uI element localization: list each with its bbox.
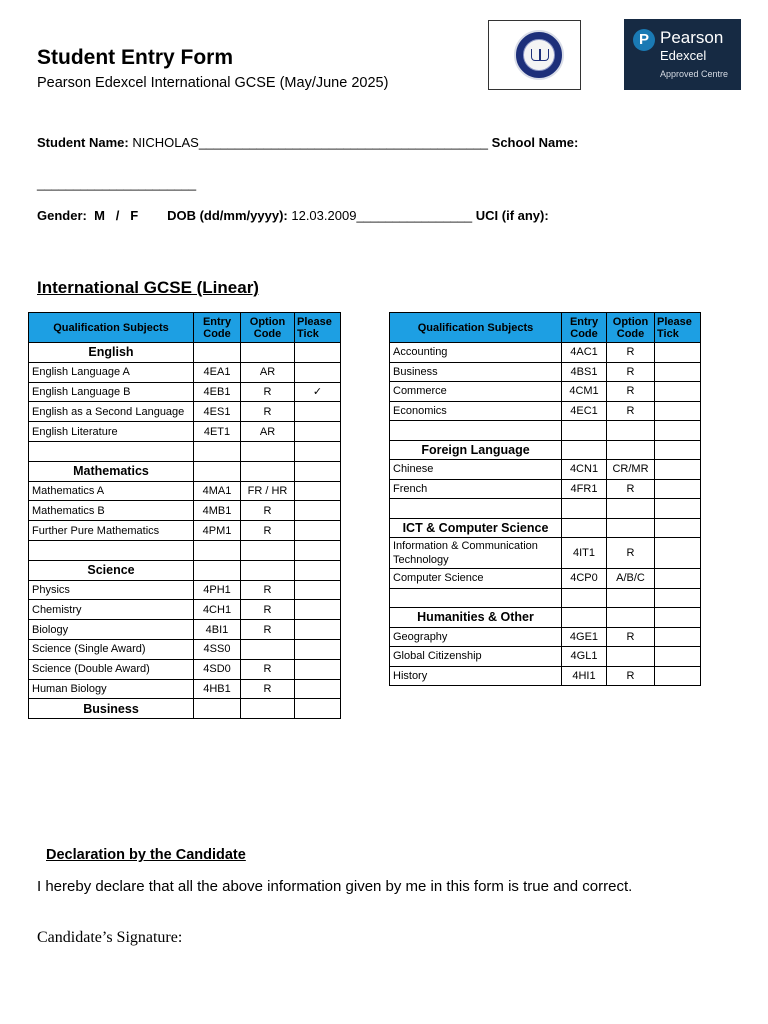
tick-cell[interactable] [655,401,701,421]
group-label: Mathematics [29,461,194,481]
group-row [390,440,701,460]
option-code: R [607,343,655,363]
dob-line: ________________ [356,208,473,223]
tick-cell[interactable] [295,679,341,699]
header-subject: Qualification Subjects [29,313,194,343]
entry-code: 4EB1 [194,382,241,402]
entry-code: 4EC1 [562,401,607,421]
blank-row [390,421,701,441]
tick-cell[interactable] [295,422,341,442]
dob-value: 12.03.2009 [291,208,357,223]
table-header-row [390,313,701,343]
subject-row [29,501,341,521]
empty-cell [562,421,607,441]
pearson-logo [624,19,741,90]
tick-cell[interactable] [655,460,701,480]
option-code: R [241,521,295,541]
subject-row [29,362,341,382]
subject-row [390,647,701,667]
subject-name: Economics [390,401,562,421]
empty-cell [655,588,701,608]
empty-cell [241,699,295,719]
entry-code: 4CM1 [562,382,607,402]
header-option-code: Option Code [607,313,655,343]
tick-cell[interactable] [295,402,341,422]
tick-cell[interactable] [295,362,341,382]
option-code: R [241,382,295,402]
subject-row [390,627,701,647]
subject-row [390,460,701,480]
subject-row [390,538,701,569]
entry-code: 4IT1 [562,538,607,569]
blank-row [29,540,341,560]
school-name-field[interactable]: ______________________ [37,176,197,191]
option-code: FR / HR [241,481,295,501]
subject-row [390,343,701,363]
gender-separator: / [115,208,120,223]
group-label: Science [29,560,194,580]
empty-cell [295,540,341,560]
option-code: R [607,538,655,569]
subject-row [29,402,341,422]
empty-cell [607,588,655,608]
subjects-table-left [28,312,341,719]
entry-code: 4HB1 [194,679,241,699]
empty-cell [607,499,655,519]
entry-code: 4CH1 [194,600,241,620]
tick-cell[interactable] [295,580,341,600]
section-title: International GCSE (Linear) [37,278,259,297]
option-code: R [241,580,295,600]
empty-cell [241,540,295,560]
student-name-line: ________________________________________ [198,135,489,150]
option-code: R [607,479,655,499]
subject-name: Computer Science [390,569,562,589]
subject-name: French [390,479,562,499]
empty-cell [241,560,295,580]
entry-code: 4HI1 [562,666,607,686]
entry-code: 4AC1 [562,343,607,363]
option-code: R [241,659,295,679]
option-code: R [241,402,295,422]
entry-code: 4EA1 [194,362,241,382]
signature-label: Candidate’s Signature: [37,929,183,946]
pearson-approved: Approved Centre [660,69,729,79]
option-code: R [607,666,655,686]
subject-row [390,479,701,499]
subject-row [390,666,701,686]
tick-cell[interactable] [295,639,341,659]
option-code: R [607,401,655,421]
empty-cell [655,440,701,460]
entry-code: 4ES1 [194,402,241,422]
tick-cell[interactable] [295,659,341,679]
group-row [29,343,341,363]
subject-name: Global Citizenship [390,647,562,667]
empty-cell [241,343,295,363]
entry-code: 4ET1 [194,422,241,442]
subjects-table-right [389,312,701,686]
gender-label: Gender: [37,208,87,223]
empty-cell [29,540,194,560]
empty-cell [241,461,295,481]
empty-cell [390,588,562,608]
option-code: R [607,627,655,647]
subject-row [29,580,341,600]
subject-name: Chemistry [29,600,194,620]
entry-code: 4FR1 [562,479,607,499]
group-row [29,560,341,580]
subject-row [29,422,341,442]
gender-dob-row [37,208,549,223]
blank-row [390,588,701,608]
tick-cell[interactable] [655,343,701,363]
subject-name: Human Biology [29,679,194,699]
option-code: AR [241,362,295,382]
group-label: English [29,343,194,363]
empty-cell [655,421,701,441]
subject-row [390,382,701,402]
empty-cell [194,441,241,461]
empty-cell [194,699,241,719]
subject-name: Science (Single Award) [29,639,194,659]
option-code: R [241,600,295,620]
dob-label: DOB (dd/mm/yyyy): [167,208,288,223]
empty-cell [194,343,241,363]
entry-code: 4MB1 [194,501,241,521]
subject-row [29,600,341,620]
tick-cell[interactable] [295,501,341,521]
tick-cell[interactable] [655,647,701,667]
entry-code: 4PM1 [194,521,241,541]
empty-cell [194,540,241,560]
empty-cell [562,440,607,460]
tick-cell[interactable] [655,479,701,499]
blank-row [390,499,701,519]
empty-cell [194,461,241,481]
subject-name: Business [390,362,562,382]
tick-cell[interactable] [655,538,701,569]
dob-field[interactable] [291,208,472,223]
gender-m-option[interactable]: M [94,208,105,223]
tick-cell[interactable] [655,627,701,647]
subject-name: Science (Double Award) [29,659,194,679]
school-seal-icon [514,30,564,80]
option-code: R [607,382,655,402]
subject-row [29,620,341,640]
subject-row [390,362,701,382]
subject-name: Accounting [390,343,562,363]
subject-name: Commerce [390,382,562,402]
group-label: Business [29,699,194,719]
entry-code: 4BS1 [562,362,607,382]
empty-cell [295,461,341,481]
empty-cell [655,518,701,538]
subject-row [390,401,701,421]
header-option-code: Option Code [241,313,295,343]
entry-code: 4GE1 [562,627,607,647]
tick-cell[interactable] [295,521,341,541]
entry-code: 4SS0 [194,639,241,659]
group-row [29,461,341,481]
subject-row [29,659,341,679]
empty-cell [607,421,655,441]
empty-cell [390,499,562,519]
subject-name: History [390,666,562,686]
empty-cell [562,499,607,519]
subject-row [29,679,341,699]
entry-code: 4BI1 [194,620,241,640]
subject-name: Information & Communication Technology [390,538,562,569]
option-code: R [241,620,295,640]
option-code: A/B/C [607,569,655,589]
tick-cell[interactable] [295,620,341,640]
empty-cell [607,608,655,628]
entry-code: 4SD0 [194,659,241,679]
tick-cell[interactable] [655,666,701,686]
option-code: R [241,501,295,521]
subject-row [390,569,701,589]
empty-cell [562,518,607,538]
student-name-field[interactable] [132,135,488,150]
tick-cell[interactable] [295,600,341,620]
group-label: Humanities & Other [390,608,562,628]
empty-cell [295,441,341,461]
entry-code: 4PH1 [194,580,241,600]
entry-code: 4CN1 [562,460,607,480]
pearson-p-icon: P [633,29,655,51]
entry-code: 4CP0 [562,569,607,589]
subject-name: Physics [29,580,194,600]
group-row [390,608,701,628]
page-title: Student Entry Form [37,46,234,69]
empty-cell [562,608,607,628]
gender-f-option[interactable]: F [130,208,139,223]
entry-code: 4MA1 [194,481,241,501]
subject-name: English Literature [29,422,194,442]
subject-name: Mathematics B [29,501,194,521]
student-name-value: NICHOLAS [132,135,199,150]
pearson-name: Pearson [660,28,724,47]
empty-cell [562,588,607,608]
option-code: R [607,362,655,382]
declaration-text: I hereby declare that all the above information given by me in this form is true and correct. [37,878,633,895]
empty-cell [194,560,241,580]
header-please-tick: Please Tick [295,313,341,343]
subject-row [29,382,341,402]
empty-cell [241,441,295,461]
empty-cell [607,440,655,460]
subject-name: English Language A [29,362,194,382]
student-name-row [37,135,578,150]
option-code [241,639,295,659]
group-row [390,518,701,538]
group-row [29,699,341,719]
subject-name: Biology [29,620,194,640]
empty-cell [29,441,194,461]
declaration-heading: Declaration by the Candidate [46,847,246,863]
tick-cell[interactable] [655,569,701,589]
empty-cell [655,499,701,519]
tick-cell[interactable] [655,362,701,382]
empty-cell [295,699,341,719]
group-label: ICT & Computer Science [390,518,562,538]
tick-cell[interactable] [655,382,701,402]
empty-cell [295,560,341,580]
page-subtitle: Pearson Edexcel International GCSE (May/June 2025) [37,75,389,91]
entry-code: 4GL1 [562,647,607,667]
uci-label: UCI (if any): [475,208,549,223]
tick-cell[interactable]: ✓ [295,382,341,402]
subject-name: Further Pure Mathematics [29,521,194,541]
student-name-label: Student Name: [37,135,129,150]
group-label: Foreign Language [390,440,562,460]
school-logo [488,20,581,90]
empty-cell [655,608,701,628]
subject-name: Geography [390,627,562,647]
blank-row [29,441,341,461]
header-please-tick: Please Tick [655,313,701,343]
subject-row [29,481,341,501]
option-code: CR/MR [607,460,655,480]
subject-name: English as a Second Language [29,402,194,422]
subject-name: English Language B [29,382,194,402]
option-code: AR [241,422,295,442]
subject-row [29,521,341,541]
header-subject: Qualification Subjects [390,313,562,343]
tick-cell[interactable] [295,481,341,501]
table-header-row [29,313,341,343]
subject-name: Mathematics A [29,481,194,501]
option-code [607,647,655,667]
school-name-label: School Name: [491,135,579,150]
header-entry-code: Entry Code [194,313,241,343]
option-code: R [241,679,295,699]
empty-cell [295,343,341,363]
subject-row [29,639,341,659]
empty-cell [607,518,655,538]
pearson-edexcel: Edexcel [660,48,707,63]
empty-cell [390,421,562,441]
subject-name: Chinese [390,460,562,480]
header-entry-code: Entry Code [562,313,607,343]
